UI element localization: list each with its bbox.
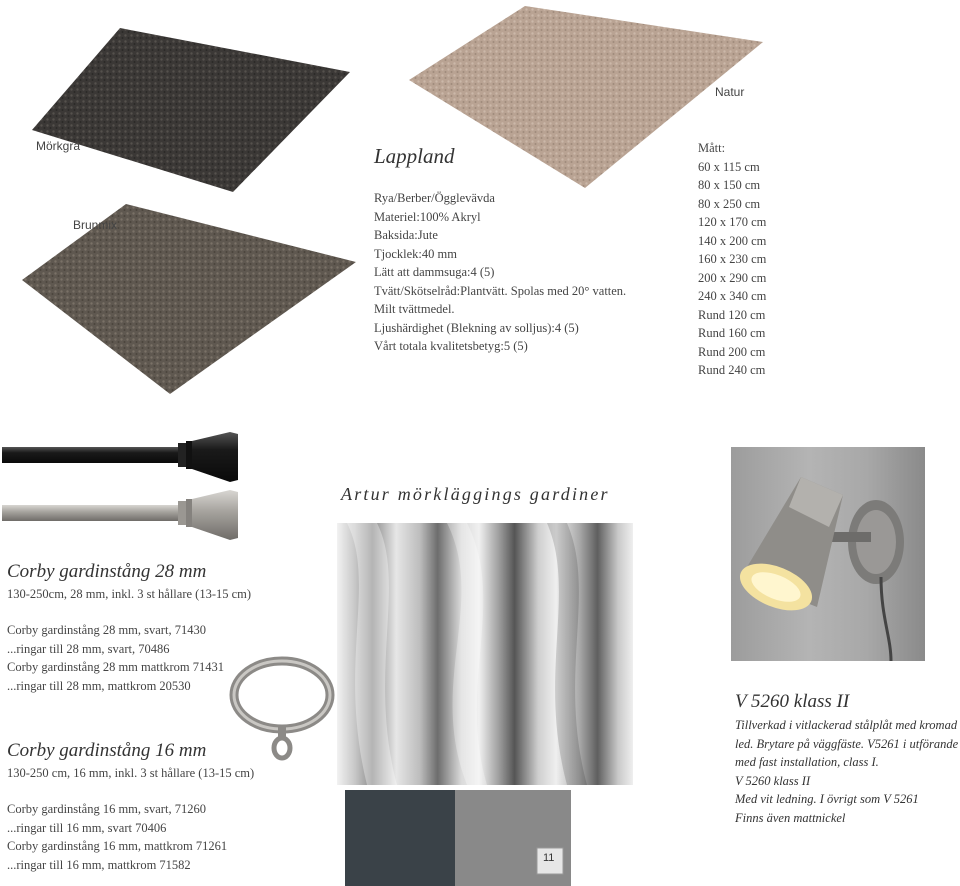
matt-size: 80 x 250 cm [698,196,761,211]
rug-morkgra-image [28,22,353,197]
matt-size: 200 x 290 cm [698,270,767,285]
matt-size: 60 x 115 cm [698,159,760,174]
lappland-spec-line: Tvätt/Skötselråd:Plantvätt. Spolas med 20° vatten. [374,283,627,298]
lamp-description [735,716,958,828]
corby28-subtitle: 130-250cm, 28 mm, inkl. 3 st hållare (13-15 cm) [7,587,252,601]
matt-size: Rund 200 cm [698,344,766,359]
matt-size: Rund 160 cm [698,326,766,340]
matt-size: 240 x 340 cm [698,289,767,303]
corby28-item: Corby gardinstång 28 mm mattkrom 71431 [7,660,224,674]
lamp-desc-line: led. Brytare på väggfäste. V5261 i utförande [735,736,959,751]
matt-size: Rund 240 cm [698,363,766,377]
lappland-title: Lappland [374,144,455,168]
corby16-item: ...ringar till 16 mm, svart 70406 [7,820,167,835]
rug-label-natur: Natur [715,85,745,99]
wall-lamp-image [731,447,925,661]
rug-brunmix-image [18,200,360,398]
rug-label-morkgra: Mörkgrå [36,139,81,153]
matt-list [698,139,766,380]
corby16-items [7,800,227,874]
corby28-title: Corby gardinstång 28 mm [7,561,207,582]
lamp-desc-line: Finns även mattnickel [735,810,846,825]
curtain-rod-black-image [2,430,242,486]
lappland-spec-line: Rya/Berber/Ögglevävda [374,191,495,205]
matt-size: 140 x 200 cm [698,233,767,248]
corby28-item: ...ringar till 28 mm, svart, 70486 [7,641,170,656]
corby16-item: Corby gardinstång 16 mm, mattkrom 71261 [7,839,228,853]
corby28-item: ...ringar till 28 mm, mattkrom 20530 [7,678,191,693]
fabric-swatch-label: 11 [543,852,555,864]
lamp-title: V 5260 klass II [735,691,850,712]
corby16-item: Corby gardinstång 16 mm, svart, 71260 [7,802,206,816]
corby16-subtitle: 130-250 cm, 16 mm, inkl. 3 st hållare (13-15 cm) [7,766,255,780]
corby28-items [7,621,224,695]
lappland-spec-line: Ljushärdighet (Blekning av solljus):4 (5) [374,320,579,335]
curtain-fabric-image [337,523,633,785]
lamp-desc-line: Med vit ledning. I övrigt som V 5261 [735,792,919,807]
lamp-desc-line: V 5260 klass II [735,773,811,788]
lamp-desc-line: Tillverkad i vitlackerad stålplåt med kromad [735,718,958,732]
lappland-spec-line: Vårt totala kvalitetsbetyg:5 (5) [374,339,528,353]
matt-size: 80 x 150 cm [698,178,761,192]
lappland-spec-line: Lätt att dammsuga:4 (5) [374,265,495,279]
lamp-desc-line: med fast installation, class I. [735,755,879,770]
lappland-spec-line: Baksida:Jute [374,228,438,242]
matt-heading: Mått: [698,141,726,155]
lappland-specs [374,189,626,356]
artur-title: Artur mörkläggings gardiner [341,484,610,504]
curtain-rod-mattkrom-image [2,488,242,544]
lappland-spec-line: Tjocklek:40 mm [374,246,457,261]
matt-size: 120 x 170 cm [698,215,767,229]
corby16-title: Corby gardinstång 16 mm [7,740,207,761]
corby28-item: Corby gardinstång 28 mm, svart, 71430 [7,623,206,637]
matt-size: 160 x 230 cm [698,252,767,266]
fabric-swatch-image [341,790,575,886]
corby16-item: ...ringar till 16 mm, mattkrom 71582 [7,857,191,872]
lappland-spec-line: Materiel:100% Akryl [374,209,481,224]
curtain-ring-image [226,655,338,765]
matt-size: Rund 120 cm [698,307,766,322]
lappland-spec-line: Milt tvättmedel. [374,302,455,316]
rug-label-brunmix: Brunmix [73,218,118,232]
